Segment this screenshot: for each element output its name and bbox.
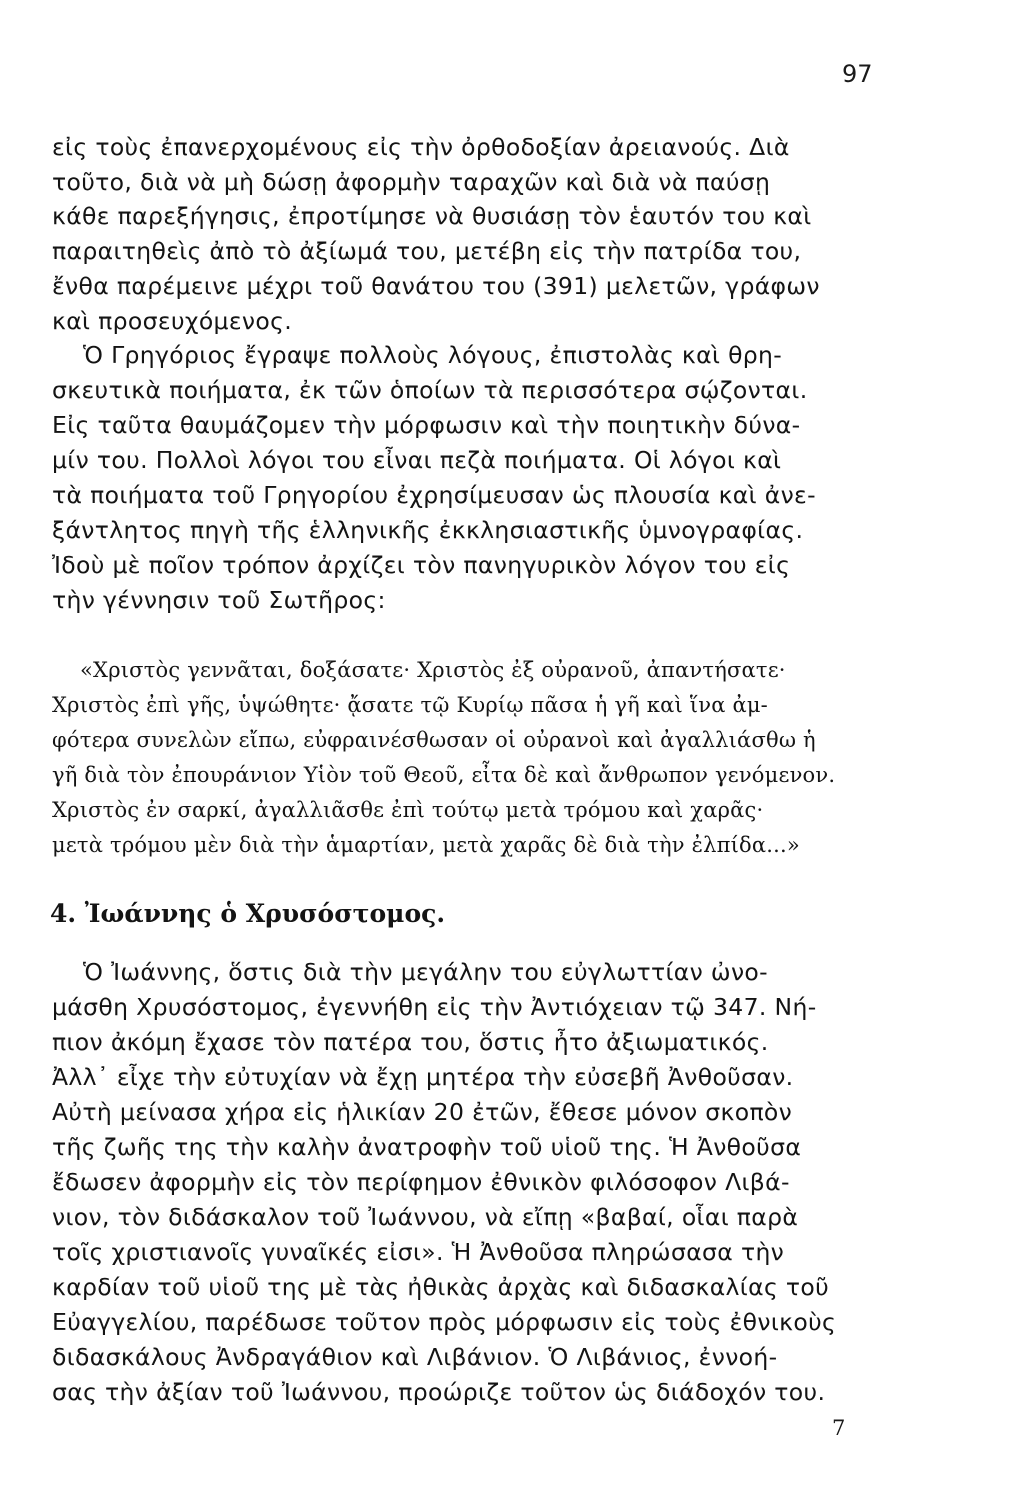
text-line: τοῖς χριστιανοῖς γυναῖκές εἰσι». Ἡ Ἀνθοῦσα πληρώσασα τὴν [52, 1238, 785, 1266]
text-line: Εὐαγγελίου, παρέδωσε τοῦτον πρὸς μόρφωσιν εἰς τοὺς ἐθνικοὺς [52, 1308, 837, 1336]
text-line: καρδίαν τοῦ υἱοῦ της μὲ τὰς ἠθικὰς ἀρχὰς καὶ διδασκαλίας τοῦ [52, 1273, 830, 1301]
text-line: μάσθη Χρυσόστομος, ἐγεννήθη εἰς τὴν Ἀντιόχειαν τῷ 347. Νή- [52, 993, 817, 1021]
text-line: καὶ προσευχόμενος. [52, 307, 293, 335]
text-line: Ὁ Γρηγόριος ἔγραψε πολλοὺς λόγους, ἐπιστολὰς καὶ θρη- [83, 341, 783, 369]
text-line: εἰς τοὺς ἐπανερχομένους εἰς τὴν ὀρθοδοξίαν ἀρειανούς. Διὰ [52, 133, 790, 161]
text-line: ἔνθα παρέμεινε μέχρι τοῦ θανάτου του (391) μελετῶν, γράφων [52, 272, 820, 300]
signature-mark: 7 [832, 1416, 846, 1440]
text-line: νιον, τὸν διδάσκαλον τοῦ Ἰωάννου, νὰ εἴπῃ «βαβαί, οἷαι παρὰ [52, 1203, 799, 1231]
text-line: τῆς ζωῆς της τὴν καλὴν ἀνατροφὴν τοῦ υἱοῦ της. Ἡ Ἀνθοῦσα [52, 1133, 802, 1161]
text-line: μίν του. Πολλοὶ λόγοι του εἶναι πεζὰ ποιήματα. Οἱ λόγοι καὶ [52, 446, 782, 474]
section-heading: 4. Ἰωάννης ὁ Χρυσόστομος. [50, 899, 446, 928]
quote-line: φότερα συνελὼν εἴπω, εὐφραινέσθωσαν οἱ οὐρανοὶ καὶ ἀγαλλιάσθω ἡ [52, 728, 816, 752]
quote-line: «Χριστὸς γεννᾶται, δοξάσατε· Χριστὸς ἐξ οὐρανοῦ, ἀπαντήσατε· [80, 658, 786, 682]
text-line: τοῦτο, διὰ νὰ μὴ δώσῃ ἀφορμὴν ταραχῶν καὶ διὰ νὰ παύσῃ [52, 168, 771, 196]
page-number: 97 [842, 60, 873, 88]
quote-line: Χριστὸς ἐπὶ γῆς, ὑψώθητε· ᾄσατε τῷ Κυρίῳ πᾶσα ἡ γῆ καὶ ἵνα ἀμ- [52, 693, 768, 717]
text-line: σας τὴν ἀξίαν τοῦ Ἰωάννου, προώριζε τοῦτον ὡς διάδοχόν του. [52, 1378, 826, 1406]
text-line: Αὐτὴ μείνασα χήρα εἰς ἡλικίαν 20 ἐτῶν, ἔθεσε μόνον σκοπὸν [52, 1098, 793, 1126]
text-line: τὰ ποιήματα τοῦ Γρηγορίου ἐχρησίμευσαν ὡς πλουσία καὶ ἀνε- [52, 481, 816, 509]
text-line: Ὁ Ἰωάννης, ὅστις διὰ τὴν μεγάλην του εὐγλωττίαν ὠνο- [83, 958, 768, 986]
text-line: Ἀλλ᾽ εἶχε τὴν εὐτυχίαν νὰ ἔχῃ μητέρα τὴν εὐσεβῆ Ἀνθοῦσαν. [52, 1063, 794, 1091]
text-line: κάθε παρεξήγησις, ἐπροτίμησε νὰ θυσιάσῃ τὸν ἑαυτόν του καὶ [52, 202, 812, 230]
text-line: διδασκάλους Ἀνδραγάθιον καὶ Λιβάνιον. Ὁ Λιβάνιος, ἐννοή- [52, 1343, 778, 1371]
text-line: σκευτικὰ ποιήματα, ἐκ τῶν ὁποίων τὰ περισσότερα σῴζονται. [52, 376, 808, 404]
text-line: πιον ἀκόμη ἔχασε τὸν πατέρα του, ὅστις ἦτο ἀξιωματικός. [52, 1028, 769, 1056]
quote-line: γῆ διὰ τὸν ἐπουράνιον Υἱὸν τοῦ Θεοῦ, εἶτα δὲ καὶ ἄνθρωπον γενόμενον. [52, 763, 836, 787]
text-line: Ἰδοὺ μὲ ποῖον τρόπον ἀρχίζει τὸν πανηγυρικὸν λόγον του εἰς [52, 551, 791, 579]
text-line: ἔδωσεν ἀφορμὴν εἰς τὸν περίφημον ἐθνικὸν φιλόσοφον Λιβά- [52, 1168, 790, 1196]
quote-line: μετὰ τρόμου μὲν διὰ τὴν ἁμαρτίαν, μετὰ χαρᾶς δὲ διὰ τὴν ἐλπίδα...» [52, 833, 800, 857]
text-line: ξάντλητος πηγὴ τῆς ἑλληνικῆς ἐκκλησιαστικῆς ὑμνογραφίας. [52, 516, 804, 544]
text-line: Εἰς ταῦτα θαυμάζομεν τὴν μόρφωσιν καὶ τὴν ποιητικὴν δύνα- [52, 411, 801, 439]
text-line: παραιτηθεὶς ἀπὸ τὸ ἀξίωμά του, μετέβη εἰς τὴν πατρίδα του, [52, 237, 802, 265]
quote-line: Χριστὸς ἐν σαρκί, ἀγαλλιᾶσθε ἐπὶ τούτῳ μετὰ τρόμου καὶ χαρᾶς· [52, 798, 764, 822]
text-line: τὴν γέννησιν τοῦ Σωτῆρος: [52, 586, 386, 614]
